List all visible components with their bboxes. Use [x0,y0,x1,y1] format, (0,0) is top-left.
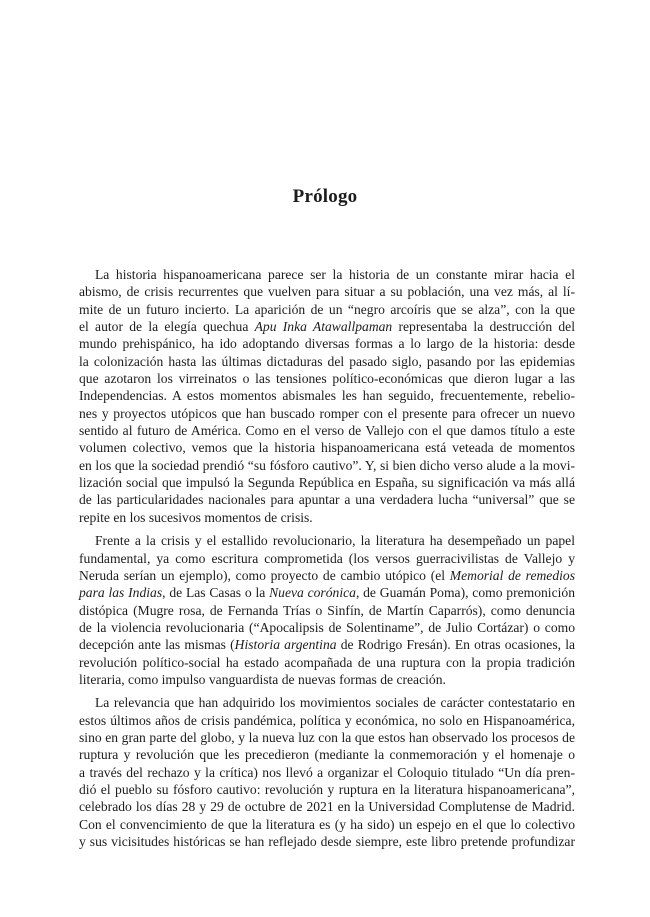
text-line [79,619,575,636]
text-segment: repite en los sucesivos momentos de crisis. [79,509,313,525]
text-line [79,567,575,584]
text-segment: de las particularidades nacionales para apuntar a una verdadera lucha “universal” que se [79,492,575,508]
text-segment: La relevancia que han adquirido los movimientos sociales de carácter contestatario en [95,695,575,711]
paragraph [79,532,575,688]
italic-title: para las Indias [79,585,163,601]
text-segment: y sus vicisitudes históricas se han reflejado desde siempre, este libro pretende profundizar [79,834,575,849]
text-segment: la colonización hasta las últimas dictaduras del pasado siglo, pasando por las epidemias [79,353,575,369]
text-line [79,798,575,815]
text-line [79,491,575,508]
text-segment: celebrado los días 28 y 29 de octubre de 2021 en la Universidad Complutense de Madrid. [79,799,575,815]
text-line [79,318,575,335]
text-segment: Neruda serían un ejemplo), como proyecto de cambio utópico (el [79,567,450,583]
text-line [79,816,575,833]
text-segment: a través del rechazo y la crítica) nos llevó a organizar el Coloquio titulado “Un día pren- [79,764,575,780]
page-title: Prólogo [292,186,358,207]
text-segment: abismo, de crisis recurrentes que vuelven para situar a su población, una vez más, al lí- [79,284,575,300]
text-segment: nes y proyectos utópicos que han buscado romper con el presente para ofrecer un nuevo [79,405,575,421]
text-segment: fundamental, ya como escritura comprometida (los versos guerracivilistas de Vallejo y [79,550,575,566]
text-segment: La historia hispanoamericana parece ser la historia de un constante mirar hacia el [95,267,575,282]
text-line [79,266,575,283]
text-segment: distópica (Mugre rosa, de Fernanda Trías o Sinfín, de Martín Caparrós), como denuncia [79,602,575,618]
text-line [79,422,575,439]
prologue-body [79,266,575,856]
text-segment: mite de un futuro incierto. La aparición de un “negro arcoíris que se alza”, con la que [79,301,575,317]
text-line [79,509,575,526]
text-segment: en los que la sociedad prendió “su fósforo cautivo”. Y, si bien dicho verso alude a la movi- [79,457,575,473]
italic-title: Nueva corónica [269,585,356,601]
text-segment: Con el convencimiento de que la literatura es (y ha sido) un espejo en el que lo colectivo [79,816,575,832]
text-segment: sino en gran parte del globo, y la nueva luz con la que estos han observado los procesos de [79,729,575,745]
text-segment: el autor de la elegía quechua [79,319,255,335]
text-line [79,387,575,404]
text-segment: , de Guamán Poma), como premonición [355,585,575,601]
text-line [79,353,575,370]
text-segment: Independencias. A estos momentos abismales les han seguido, frecuentemente, rebelio- [79,388,575,404]
text-line [79,712,575,729]
text-line [79,550,575,567]
text-segment: decepción ante las mismas ( [79,637,235,653]
text-segment: dió el pueblo su fósforo cautivo: revolución y ruptura en la literatura hispanoamericana”, [79,781,575,797]
paragraph [79,266,575,526]
text-segment: ruptura y revolución que les precedieron (mediante la conmemoración y el homenaje o [79,747,575,763]
text-segment: que azotaron los virreinatos o las tensiones político-económicas que dieron lugar a las [79,371,575,387]
text-line [79,457,575,474]
text-segment: de Rodrigo Fresán). En otras ocasiones, la [336,637,576,653]
text-line [79,671,575,688]
text-line [79,746,575,763]
text-line [79,283,575,300]
text-segment: volumen colectivo, vemos que la historia hispanoamericana está veteada de momentos [79,440,575,456]
text-line [79,636,575,653]
text-line [79,474,575,491]
text-segment: literaria, como impulso vanguardista de nuevas formas de creación. [79,671,446,687]
italic-title: Historia argentina [234,637,337,653]
text-line [79,439,575,456]
text-line [79,301,575,318]
text-segment: Frente a la crisis y el estallido revolucionario, la literatura ha desempeñado un papel [95,533,575,549]
text-line [79,405,575,422]
paragraph [79,694,575,850]
text-line [79,781,575,798]
text-line [79,654,575,671]
text-segment: , de Las Casas o la [162,585,270,601]
text-line [79,764,575,781]
text-segment: sentido al futuro de América. Como en el verso de Vallejo con el que damos título a este [79,423,575,439]
text-segment: mundo prehispánico, ha ido adoptando diversas formas a lo largo de la historia: desde [79,336,575,352]
text-line [79,584,575,601]
text-segment: lización social que impulsó la Segunda República en España, su significación va más allá [79,475,575,491]
text-line [79,833,575,850]
text-segment: revolución político-social ha estado acompañada de una ruptura con la propia tradición [79,654,575,670]
text-line [79,602,575,619]
text-segment: estos últimos años de crisis pandémica, política y económica, no solo en Hispanoamérica, [79,712,575,728]
text-line [79,729,575,746]
text-line [79,370,575,387]
text-line [79,694,575,711]
text-segment: representaba la destrucción del [392,319,575,335]
italic-title: Apu Inka Atawallpaman [254,319,393,335]
text-line [79,335,575,352]
text-segment: de la violencia revolucionaria (“Apocalipsis de Solentiname”, de Julio Cortázar) o como [79,619,575,635]
italic-title: Memorial de remedios [449,567,575,583]
text-line [79,532,575,549]
